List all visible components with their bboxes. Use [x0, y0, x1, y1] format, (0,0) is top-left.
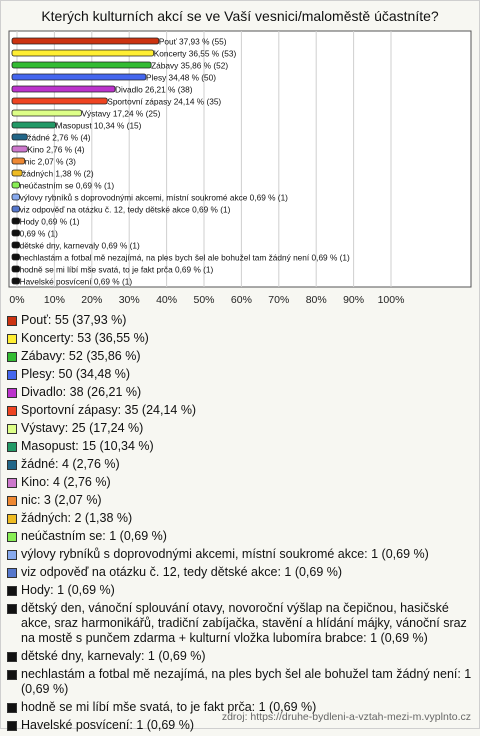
legend-label: Havelské posvícení: 1 (0,69 %) [21, 718, 194, 732]
chart-legend [7, 313, 473, 736]
bar-label: Divadlo 26,21 % (38) [115, 84, 193, 95]
legend-item [7, 403, 473, 418]
bar-label: neúčastním se 0,69 % (1) [19, 180, 115, 191]
bar [12, 134, 27, 140]
bar [12, 218, 20, 224]
legend-swatch [7, 670, 17, 680]
legend-swatch [7, 586, 17, 596]
legend-swatch [7, 388, 17, 398]
bar-chart [0, 0, 480, 310]
legend-swatch [7, 442, 17, 452]
legend-swatch [7, 370, 17, 380]
legend-swatch [7, 604, 17, 614]
legend-item [7, 565, 473, 580]
legend-label: žádné: 4 (2,76 %) [21, 457, 120, 471]
bar [12, 110, 81, 116]
bar-label: žádných 1,38 % (2) [22, 168, 94, 179]
x-tick-label: 20% [81, 294, 103, 306]
bar-label: dětské dny, karnevaly 0,69 % (1) [19, 240, 140, 251]
bar [12, 86, 115, 92]
legend-swatch [7, 316, 17, 326]
legend-swatch [7, 652, 17, 662]
bar [12, 194, 20, 200]
legend-swatch [7, 496, 17, 506]
legend-swatch [7, 478, 17, 488]
legend-label: viz odpověď na otázku č. 12, tedy dětské akce: 1 (0,69 %) [21, 565, 343, 579]
legend-label: žádných: 2 (1,38 %) [21, 511, 133, 525]
bar [12, 242, 20, 248]
x-tick-label: 10% [43, 294, 65, 306]
bar-label: nechlastám a fotbal mě nezajímá, na ples bych šel ale bohužel tam žádný není 0,69 % (1) [19, 252, 350, 263]
bar-label: hodně se mi líbí mše svatá, to je fakt prča 0,69 % (1) [19, 264, 214, 275]
bar [12, 50, 154, 56]
legend-label: Kino: 4 (2,76 %) [21, 475, 111, 489]
bar-label: viz odpověď na otázku č. 12, tedy dětské akce 0,69 % (1) [19, 204, 231, 215]
legend-item [7, 385, 473, 400]
x-tick-label: 50% [193, 294, 215, 306]
x-tick-label: 100% [377, 294, 405, 306]
x-tick-label: 60% [230, 294, 252, 306]
legend-label: Hody: 1 (0,69 %) [21, 583, 115, 597]
legend-label: nic: 3 (2,07 %) [21, 493, 102, 507]
bar [12, 170, 22, 176]
legend-item [7, 601, 473, 646]
bar [12, 182, 20, 188]
legend-item [7, 349, 473, 364]
legend-label: Sportovní zápasy: 35 (24,14 %) [21, 403, 197, 417]
legend-label: dětský den, vánoční splouvání otavy, novoroční výšlap na čepičnou, hasičské akce, sraz harmonikářů, tradiční zabíjačka, stavění a hlídání májky, vánoční sraz na mostě s punčem zdarma + kulturní vložka lubomíra brabce: 1 (0,69 %) [21, 601, 467, 645]
bar [12, 278, 20, 284]
x-tick-label: 90% [343, 294, 365, 306]
legend-item [7, 649, 473, 664]
legend-label: dětské dny, karnevaly: 1 (0,69 %) [21, 649, 206, 663]
legend-label: Koncerty: 53 (36,55 %) [21, 331, 149, 345]
bar-label: Výstavy 17,24 % (25) [81, 108, 161, 119]
x-tick-label: 80% [305, 294, 327, 306]
legend-item [7, 421, 473, 436]
legend-item [7, 475, 473, 490]
bar [12, 98, 107, 104]
legend-swatch [7, 514, 17, 524]
legend-label: nechlastám a fotbal mě nezajímá, na ples bych šel ale bohužel tam žádný není: 1 (0,69 %) [21, 667, 472, 696]
bar [12, 158, 25, 164]
legend-swatch [7, 406, 17, 416]
legend-label: Výstavy: 25 (17,24 %) [21, 421, 144, 435]
x-tick-label: 0% [9, 294, 25, 306]
bar-label: Zábavy 35,86 % (52) [151, 60, 229, 71]
x-tick-label: 40% [156, 294, 178, 306]
legend-item [7, 529, 473, 544]
legend-item [7, 313, 473, 328]
legend-swatch [7, 532, 17, 542]
bar-label: Koncerty 36,55 % (53) [153, 48, 237, 59]
bar [12, 122, 56, 128]
bar [12, 254, 20, 260]
legend-swatch [7, 703, 17, 713]
legend-item [7, 457, 473, 472]
legend-item [7, 331, 473, 346]
x-tick-label: 70% [268, 294, 290, 306]
legend-label: Masopust: 15 (10,34 %) [21, 439, 154, 453]
bar-label: Hody 0,69 % (1) [19, 216, 80, 227]
legend-item [7, 493, 473, 508]
bar-label: Plesy 34,48 % (50) [145, 72, 217, 83]
legend-swatch [7, 424, 17, 434]
bar [12, 206, 20, 212]
legend-swatch [7, 568, 17, 578]
legend-swatch [7, 721, 17, 731]
bar-label: Pouť 37,93 % (55) [158, 36, 227, 47]
legend-swatch [7, 352, 17, 362]
legend-label: Plesy: 50 (34,48 %) [21, 367, 131, 381]
bar-label: Masopust 10,34 % (15) [55, 120, 142, 131]
legend-swatch [7, 334, 17, 344]
legend-label: neúčastním se: 1 (0,69 %) [21, 529, 167, 543]
bar-label: žádné 2,76 % (4) [27, 132, 91, 143]
legend-swatch [7, 460, 17, 470]
legend-label: Divadlo: 38 (26,21 %) [21, 385, 142, 399]
bar-label: Kino 2,76 % (4) [27, 144, 85, 155]
legend-item [7, 667, 473, 697]
legend-label: hodně se mi líbí mše svatá, to je fakt prča: 1 (0,69 %) [21, 700, 317, 714]
bar-label: 0,69 % (1) [19, 228, 58, 239]
bar-label: nic 2,07 % (3) [24, 156, 76, 167]
source-link[interactable]: zdroj: https://druhe-bydleni-a-vztah-mezi-m.vyplnto.cz [221, 711, 471, 723]
legend-swatch [7, 550, 17, 560]
x-tick-label: 30% [118, 294, 140, 306]
legend-label: Pouť: 55 (37,93 %) [21, 313, 127, 327]
legend-item [7, 439, 473, 454]
bar-label: Havelské posvícení 0,69 % (1) [19, 276, 133, 287]
legend-item [7, 367, 473, 382]
legend-label: výlovy rybníků s doprovodnými akcemi, místní soukromé akce: 1 (0,69 %) [21, 547, 429, 561]
legend-label: Zábavy: 52 (35,86 %) [21, 349, 141, 363]
bar [12, 38, 159, 44]
bar [12, 74, 146, 80]
bar-label: Sportovní zápasy 24,14 % (35) [107, 96, 222, 107]
chart-title: Kterých kulturních akcí se ve Vaší vesnici/maloměstě účastníte? [41, 8, 439, 24]
bar [12, 230, 20, 236]
bar [12, 146, 27, 152]
bar-label: výlovy rybníků s doprovodnými akcemi, místní soukromé akce 0,69 % (1) [19, 192, 288, 203]
legend-item [7, 583, 473, 598]
bar [12, 266, 20, 272]
legend-item [7, 511, 473, 526]
bar [12, 62, 151, 68]
legend-item [7, 547, 473, 562]
